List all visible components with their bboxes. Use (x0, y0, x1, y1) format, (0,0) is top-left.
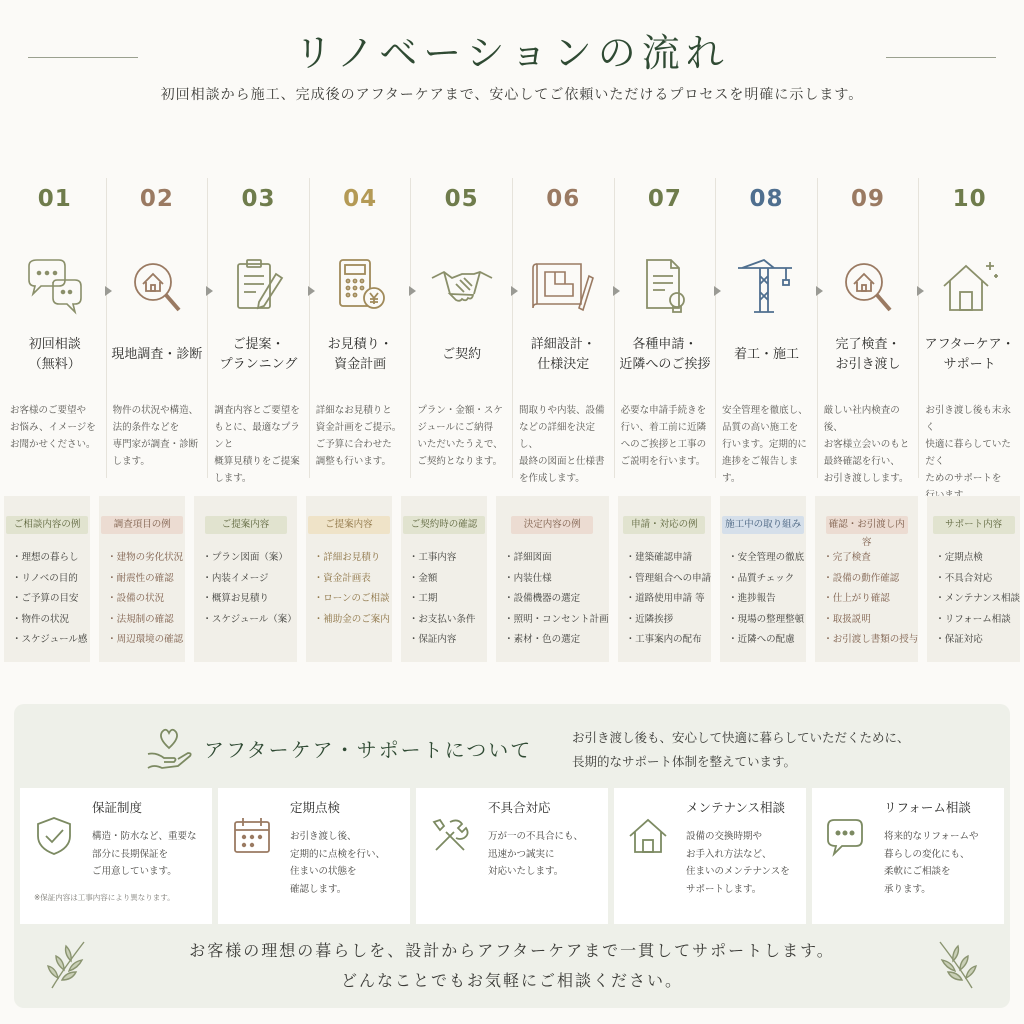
arrow-right-icon (105, 286, 112, 296)
example-box-heading: ご提案内容 (308, 516, 390, 534)
list-item: ・概算お見積り (202, 593, 269, 604)
list-item: ・内装仕様 (504, 572, 552, 584)
example-list (4, 548, 90, 651)
heart-hand-icon (144, 724, 194, 772)
step-number: 10 (952, 186, 987, 212)
example-list (618, 548, 712, 651)
arrow-right-icon (308, 286, 315, 296)
step-title: 初回相談 （無料） (28, 337, 81, 372)
step-title: 着工・施工 (733, 347, 799, 362)
list-item: ・安全管理の徹底 (728, 552, 805, 563)
calculator-yen-icon (310, 256, 411, 330)
title-divider-right (886, 57, 996, 58)
step-08 (715, 178, 817, 484)
step-number: 05 (444, 186, 479, 212)
list-item: ・不具合対応 (935, 572, 993, 584)
step-title: 詳細設計・ 仕様決定 (530, 337, 596, 372)
calendar-icon (230, 814, 274, 858)
card-title: リフォーム相談 (884, 800, 971, 815)
arrow-right-icon (917, 286, 924, 296)
example-list (306, 548, 392, 630)
example-list (194, 548, 296, 630)
closing-message: お客様の理想の暮らしを、設計からアフターケアまで一貫してサポートします。 どんなことでもお気軽にご相談ください。 (189, 941, 835, 990)
list-item: ・メンテナンス相談 (935, 593, 1021, 604)
list-item: ・照明・コンセント計画 (504, 613, 609, 625)
step-title: 完了検査・ お引き渡し (835, 337, 901, 372)
card-text: 構造・防水など、重要な 部分に長期保証を ご用意しています。 (92, 831, 197, 877)
example-box-heading: ご相談内容の例 (6, 516, 88, 534)
aftercare-cards (20, 788, 1004, 924)
list-item: ・保証内容 (408, 634, 457, 645)
step-number: 03 (241, 186, 276, 212)
example-box-10 (927, 496, 1020, 662)
list-item: ・道路使用申請 等 (625, 593, 705, 604)
shield-check-icon (32, 814, 76, 858)
house-sparkle-icon (919, 256, 1020, 330)
example-list (496, 548, 609, 651)
example-list (401, 548, 487, 651)
example-box-07 (618, 496, 712, 662)
step-description: プラン・金額・スケ ジュールにご納得 いただいたうえで、 ご契約となります。 (417, 405, 503, 467)
list-item: ・近隣への配慮 (728, 634, 795, 645)
card-reform (812, 788, 1004, 924)
list-item: ・お引渡し書類の授与 (823, 634, 919, 645)
list-item: ・設備機器の選定 (504, 593, 581, 604)
list-item: ・ご予算の目安 (12, 593, 79, 604)
arrow-right-icon (511, 286, 518, 296)
house-check-icon (818, 256, 919, 330)
example-box-heading: ご提案内容 (205, 516, 287, 534)
list-item: ・完了検査 (823, 552, 871, 563)
step-number: 07 (647, 186, 682, 212)
example-box-08 (720, 496, 806, 662)
card-title: 不具合対応 (488, 800, 551, 815)
step-description: 物件の状況や構造、 法的条件などを 専門家が調査・診断 します。 (112, 405, 199, 467)
step-number: 08 (749, 186, 784, 212)
step-description: お引き渡し後も末永く 快適に暮らしていただく ためのサポートを (925, 405, 1011, 484)
list-item: ・設備の状況 (107, 593, 165, 604)
card-title: メンテナンス相談 (686, 800, 786, 815)
list-item: ・取扱説明 (823, 613, 871, 625)
step-number: 09 (851, 186, 886, 212)
chat-bubbles-icon (4, 256, 106, 330)
aftercare-title: アフターケア・サポートについて (204, 738, 533, 762)
list-item: ・お支払い条件 (408, 613, 476, 625)
card-text: 将来的なリフォームや 暮らしの変化にも、 柔軟にご相談を 承ります。 (884, 831, 979, 895)
leaf-branch-icon (934, 938, 980, 990)
example-box-heading: 確認・お引渡し内容 (826, 516, 908, 534)
step-02 (106, 178, 208, 478)
step-03 (207, 178, 309, 484)
list-item: ・内装イメージ (202, 572, 269, 584)
example-box-heading: 調査項目の例 (101, 516, 183, 534)
step-title: お見積り・ 資金計画 (327, 337, 393, 372)
step-number: 02 (139, 186, 174, 212)
example-box-heading: 決定内容の例 (511, 516, 593, 534)
list-item: ・法規制の確認 (107, 613, 174, 625)
list-item: ・周辺環境の確認 (107, 634, 184, 645)
card-inspection (218, 788, 410, 924)
arrow-right-icon (613, 286, 620, 296)
step-example-boxes (4, 496, 1020, 662)
tools-icon (428, 814, 472, 858)
list-item: ・ローンのご相談 (313, 593, 390, 604)
example-box-heading: 申請・対応の例 (623, 516, 705, 534)
step-description: 厳しい社内検査の後、 お客様立会いのもと 最終確認を行い、 お引き渡しします。 (823, 405, 910, 484)
example-box-09 (815, 496, 918, 662)
header (0, 0, 1024, 120)
example-list (815, 548, 918, 651)
list-item: ・リフォーム相談 (935, 613, 1011, 625)
step-title: 現地調査・診断 (111, 347, 203, 362)
example-box-heading: サポート内容 (933, 516, 1015, 534)
step-07 (614, 178, 716, 478)
step-01 (4, 178, 106, 478)
example-box-04 (306, 496, 392, 662)
card-text: 万が一の不具合にも、 迅速かつ誠実に 対応いたします。 (488, 831, 584, 877)
blueprint-icon (513, 256, 614, 330)
list-item: ・近隣挨拶 (625, 613, 674, 625)
example-list (720, 548, 806, 651)
example-box-05 (401, 496, 487, 662)
house-icon (626, 814, 670, 858)
list-item: ・設備の動作確認 (823, 572, 900, 584)
card-text: お引き渡し後、 定期的に点検を行い、 住まいの状態を 確認します。 (290, 831, 386, 895)
step-description: 安全管理を徹底し、 品質の高い施工を 行います。定期的に 進捗をご報告します。 (722, 405, 808, 484)
example-box-01 (4, 496, 90, 662)
document-stamp-icon (615, 256, 716, 330)
list-item: ・物件の状況 (12, 613, 70, 625)
list-item: ・工期 (408, 593, 438, 604)
list-item: ・資金計画表 (313, 572, 371, 584)
list-item: ・詳細図面 (504, 552, 552, 563)
card-repair (416, 788, 608, 924)
step-description: 間取りや内装、設備 などの詳細を決定し、 最終の図面と仕様書 を作成します。 (518, 405, 605, 484)
list-item: ・保証対応 (935, 634, 983, 645)
list-item: ・工事案内の配布 (625, 634, 702, 645)
list-item: ・工事内容 (408, 552, 457, 563)
step-title: アフターケア・ サポート (924, 337, 1015, 372)
example-box-02 (99, 496, 185, 662)
arrow-right-icon (714, 286, 721, 296)
example-list (927, 548, 1020, 651)
clipboard-pen-icon (208, 256, 309, 330)
house-magnifier-icon (107, 256, 208, 330)
list-item: ・現場の整理整頓 (728, 613, 805, 625)
step-06 (512, 178, 614, 484)
step-description: 詳細なお見積りと 資金計画をご提示。 ご予算に合わせた 調整も行います。 (315, 405, 402, 467)
list-item: ・定期点検 (935, 552, 983, 563)
example-box-06 (496, 496, 609, 662)
step-05 (410, 178, 512, 478)
list-item: ・スケジュール（案） (202, 613, 297, 625)
step-04 (309, 178, 411, 478)
example-box-heading: ご契約時の確認 (403, 516, 485, 534)
list-item: ・理想の暮らし (12, 552, 79, 563)
crane-icon (716, 256, 817, 330)
example-box-03 (194, 496, 296, 662)
card-maintenance (614, 788, 806, 924)
step-10 (918, 178, 1020, 484)
list-item: ・スケジュール感 (12, 634, 88, 645)
list-item: ・プラン図面（案） (202, 552, 288, 563)
step-number: 06 (546, 186, 581, 212)
step-number: 01 (37, 186, 72, 212)
list-item: ・素材・色の選定 (504, 634, 581, 645)
step-title: ご提案・ プランニング (219, 337, 298, 372)
list-item: ・進捗報告 (728, 593, 776, 604)
arrow-right-icon (409, 286, 416, 296)
list-item: ・品質チェック (728, 572, 795, 584)
arrow-right-icon (206, 286, 213, 296)
aftercare-description: お引き渡し後も、安心して快適に暮らしていただくために、 長期的なサポート体制を整えています。 (572, 730, 910, 769)
example-list (99, 548, 185, 651)
list-item: ・補助金のご案内 (313, 613, 390, 625)
list-item: ・管理組合への申請 (625, 572, 712, 584)
example-box-heading: 施工中の取り組み (722, 516, 804, 534)
arrow-right-icon (816, 286, 823, 296)
step-description: 必要な申請手続きを 行い、着工前に近隣 へのご挨拶と工事の ご説明を行います。 (620, 405, 707, 467)
process-steps (4, 178, 1020, 484)
step-title: ご契約 (442, 347, 482, 362)
chat-icon (824, 814, 868, 858)
list-item: ・耐震性の確認 (107, 572, 174, 584)
list-item: ・金額 (408, 572, 438, 584)
card-title: 保証制度 (92, 800, 143, 815)
step-description: お客様のご要望や お悩み、イメージを お聞かせください。 (10, 405, 96, 450)
card-title: 定期点検 (290, 800, 341, 815)
handshake-icon (411, 256, 512, 330)
page-title: リノベーションの流れ (294, 31, 730, 75)
list-item: ・建築確認申請 (625, 552, 693, 563)
list-item: ・仕上がり確認 (823, 593, 890, 604)
step-title: 各種申請・ 近隣へのご挨拶 (619, 337, 711, 372)
card-warranty (20, 788, 212, 924)
list-item: ・建物の劣化状況 (107, 552, 184, 563)
list-item: ・リノベの目的 (12, 572, 78, 584)
list-item: ・詳細お見積り (313, 552, 381, 563)
aftercare-section (14, 704, 1010, 1008)
card-note: ※保証内容は工事内容により異なります。 (34, 893, 175, 902)
card-text: 設備の交換時期や お手入れ方法など、 住まいのメンテナンスを サポートします。 (686, 831, 790, 895)
step-number: 04 (343, 186, 378, 212)
step-09 (817, 178, 919, 484)
step-description: 調査内容とご要望を もとに、最適なプランと 概算見積りをご提案 します。 (214, 405, 300, 484)
page-subtitle: 初回相談から施工、完成後のアフターケアまで、安心してご依頼いただけるプロセスを明確に示します。 (160, 87, 864, 103)
